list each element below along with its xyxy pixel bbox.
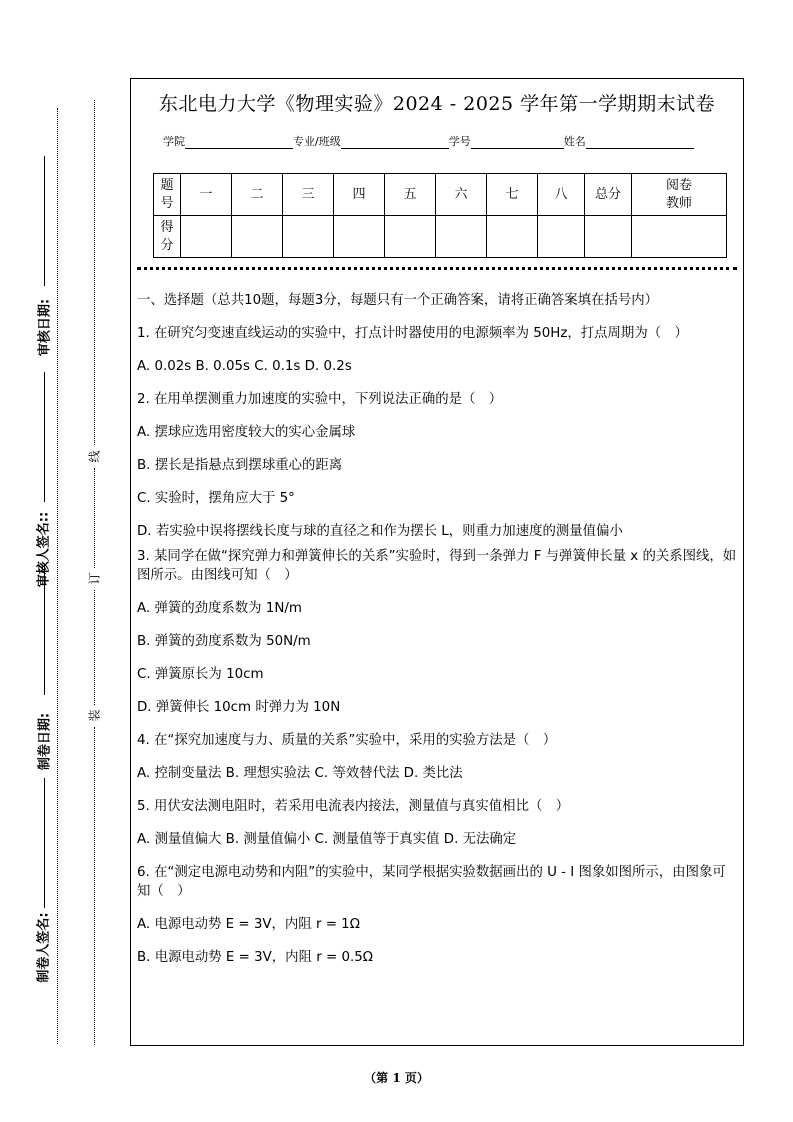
score-cell[interactable] [436, 216, 487, 258]
student-id-field[interactable] [471, 136, 564, 149]
reviewer-header: 阅卷 教师 [632, 174, 727, 216]
section-title: 一、选择题（总共10题，每题3分，每题只有一个正确答案，请将正确答案填在括号内） [137, 293, 659, 308]
score-cell[interactable] [283, 216, 334, 258]
question-stem: 4. 在“探究加速度与力、质量的关系”实验中，采用的实验方法是（ ） [137, 733, 557, 748]
binding-char-order: 订 [87, 572, 102, 585]
college-field[interactable] [185, 136, 293, 149]
column-header: 一 [181, 174, 232, 216]
question-option: A. 电源电动势 E = 3V，内阻 r = 1Ω [137, 917, 360, 932]
question-stem: 3. 某同学在做“探究弹力和弹簧伸长的关系”实验时，得到一条弹力 F 与弹簧伸长量 x 的关系图线，如图所示。由图线可知（ ） [137, 549, 737, 583]
compiler-signature-line [44, 778, 45, 908]
binding-char-bind: 装 [87, 709, 102, 722]
score-cell[interactable] [181, 216, 232, 258]
question-stem: 5. 用伏安法测电阻时，若采用电流表内接法，测量值与真实值相比（ ） [137, 799, 570, 814]
score-table-score-row [154, 216, 727, 258]
binding-dotted-line-mid2 [94, 590, 95, 705]
dotted-separator [137, 267, 737, 270]
college-label: 学院 [163, 135, 185, 148]
reviewer-signature-line [44, 372, 45, 502]
binding-dotted-line-top [94, 100, 95, 445]
compile-date-label: 制卷日期: [37, 712, 53, 771]
column-header: 二 [232, 174, 283, 216]
column-header: 三 [283, 174, 334, 216]
score-cell[interactable] [334, 216, 385, 258]
review-date-label: 审核日期: [37, 298, 53, 357]
exam-title: 东北电力大学《物理实验》2024 - 2025 学年第一学期期末试卷 [158, 93, 716, 115]
score-cell[interactable] [585, 216, 632, 258]
question-stem: 2. 在用单摆测重力加速度的实验中，下列说法正确的是（ ） [137, 392, 503, 407]
exam-frame [130, 78, 744, 1046]
question-option: A. 控制变量法 B. 理想实验法 C. 等效替代法 D. 类比法 [137, 766, 463, 781]
question-stem: 6. 在“测定电源电动势和内阻”的实验中，某同学根据实验数据画出的 U - I 图象如图所示，由图象可知（ ） [137, 865, 726, 899]
binding-dotted-line-bottom [94, 727, 95, 1045]
page-footer: （第 1 页） [364, 1071, 429, 1085]
major-class-field[interactable] [341, 136, 449, 149]
outer-dotted-line [57, 108, 58, 1044]
header-row-label: 题 号 [154, 174, 181, 216]
major-class-label: 专业/班级 [293, 135, 341, 148]
student-id-label: 学号 [448, 135, 471, 148]
name-field[interactable] [586, 136, 694, 149]
review-date-line [44, 156, 45, 286]
column-header: 六 [436, 174, 487, 216]
score-cell[interactable] [538, 216, 585, 258]
question-option: A. 0.02s B. 0.05s C. 0.1s D. 0.2s [137, 359, 352, 374]
column-header: 总分 [585, 174, 632, 216]
student-info-row [163, 133, 694, 149]
question-option: C. 实验时，摆角应大于 5° [137, 491, 295, 506]
score-table-header-row [154, 174, 727, 216]
score-cell[interactable] [487, 216, 538, 258]
binding-dotted-line-mid [94, 468, 95, 568]
question-option: B. 摆长是指悬点到摆球重心的距离 [137, 458, 343, 473]
question-option: D. 弹簧伸长 10cm 时弹力为 10N [137, 700, 341, 715]
column-header: 八 [538, 174, 585, 216]
column-header: 四 [334, 174, 385, 216]
score-cell[interactable] [385, 216, 436, 258]
score-cell[interactable] [232, 216, 283, 258]
compiler-signature-label: 制卷人签名: [36, 912, 52, 983]
question-option: B. 电源电动势 E = 3V，内阻 r = 0.5Ω [137, 950, 373, 965]
questions-content [137, 291, 739, 967]
binding-char-line: 线 [87, 450, 102, 463]
question-option: B. 弹簧的劲度系数为 50N/m [137, 634, 311, 649]
reviewer-signature-label: 审核人签名:: [36, 511, 52, 588]
question-option: D. 若实验中误将摆线长度与球的直径之和作为摆长 L，则重力加速度的测量值偏小 [137, 524, 623, 539]
name-label: 姓名 [563, 135, 586, 148]
score-row-label: 得 分 [154, 216, 181, 258]
question-stem: 1. 在研究匀变速直线运动的实验中，打点计时器使用的电源频率为 50Hz，打点周期为（ ） [137, 326, 688, 341]
column-header: 五 [385, 174, 436, 216]
question-option: A. 摆球应选用密度较大的实心金属球 [137, 425, 356, 440]
column-header: 七 [487, 174, 538, 216]
question-option: A. 弹簧的劲度系数为 1N/m [137, 601, 302, 616]
score-cell[interactable] [632, 216, 727, 258]
question-option: C. 弹簧原长为 10cm [137, 667, 264, 682]
score-table [153, 173, 727, 258]
question-option: A. 测量值偏大 B. 测量值偏小 C. 测量值等于真实值 D. 无法确定 [137, 832, 517, 847]
